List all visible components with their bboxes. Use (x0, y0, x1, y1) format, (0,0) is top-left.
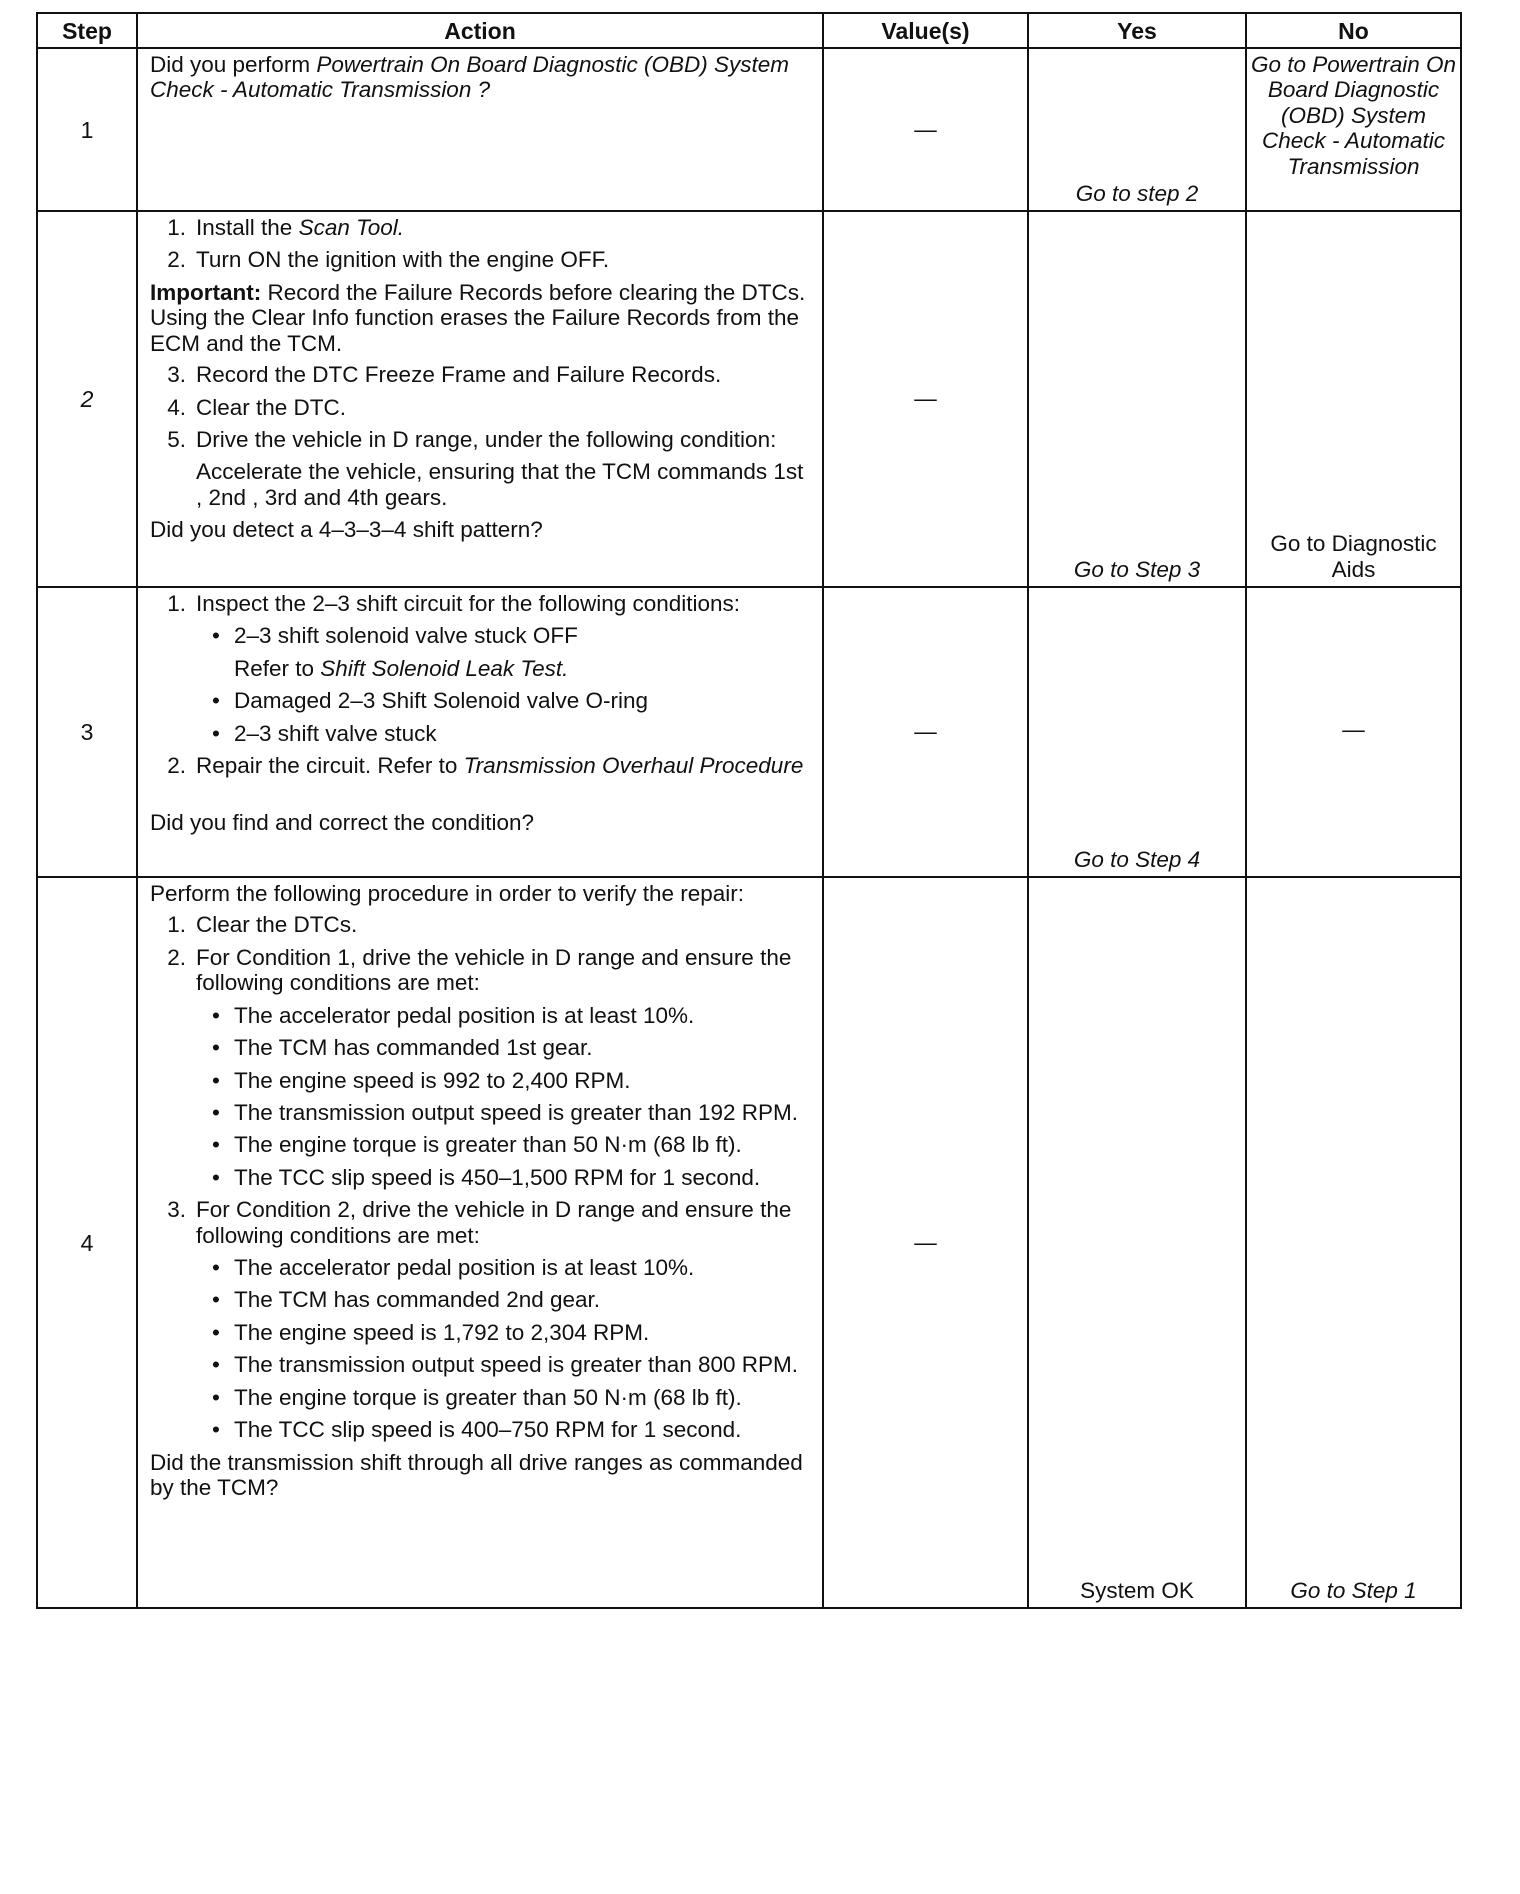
table-row-step-3 (37, 587, 1461, 877)
question-text: Did you perform Powertrain On Board Diagnostic (OBD) System Check - Automatic Transmission ? (150, 52, 789, 103)
yes-result: System OK (1080, 1577, 1194, 1603)
yes-cell (1028, 211, 1246, 587)
bullet-item: • The TCM has commanded 1st gear. (212, 1035, 593, 1061)
step-number: 2 (37, 211, 137, 587)
bullet-item: • The engine torque is greater than 50 N·m (68 lb ft). (212, 1384, 742, 1410)
table-row-step-2 (37, 211, 1461, 587)
list-item: 5. Drive the vehicle in D range, under the following condition: (167, 426, 777, 452)
bullet-item: • The TCC slip speed is 450–1,500 RPM for 1 second. (212, 1164, 761, 1190)
list-item: 3. For Condition 2, drive the vehicle in D range and ensure the following conditions are met: (167, 1197, 792, 1248)
action-cell (137, 211, 823, 587)
procedure-link[interactable]: Powertrain On Board Diagnostic (OBD) System Check - Automatic Transmission (150, 52, 789, 103)
diagnostic-table (36, 12, 1462, 1609)
bullet-item: • The TCC slip speed is 400–750 RPM for 1 second. (212, 1417, 742, 1443)
scan-tool-link[interactable]: Scan Tool. (298, 215, 405, 240)
table-row-step-1 (37, 48, 1461, 211)
value-cell: — (823, 587, 1028, 877)
yes-cell (1028, 48, 1246, 211)
list-item: 2. Repair the circuit. Refer to Transmission Overhaul Procedure (167, 753, 804, 779)
no-cell: — (1246, 587, 1461, 877)
bullet-item: • 2–3 shift valve stuck (212, 720, 437, 746)
list-item: 1. Inspect the 2–3 shift circuit for the following conditions: (167, 591, 741, 616)
header-yes: Yes (1028, 13, 1246, 48)
list-item: 1. Clear the DTCs. (167, 912, 358, 938)
list-item: 4. Clear the DTC. (167, 394, 347, 420)
no-cell (1246, 211, 1461, 587)
bullet-item: • The transmission output speed is greater than 192 RPM. (212, 1099, 799, 1125)
list-item: 2. For Condition 1, drive the vehicle in D range and ensure the following conditions are met: (167, 944, 792, 996)
action-cell (137, 587, 823, 877)
header-action: Action (137, 13, 823, 48)
list-item: 3. Record the DTC Freeze Frame and Failure Records. (167, 362, 722, 388)
bullet-item: • The engine speed is 1,792 to 2,304 RPM. (212, 1319, 650, 1345)
important-note: Important: Record the Failure Records before clearing the DTCs. Using the Clear Info function erases the Failure Records from the ECM and the TCM. (150, 279, 806, 356)
bullet-item: • The engine speed is 992 to 2,400 RPM. (212, 1067, 631, 1093)
step-number: 3 (37, 587, 137, 877)
bullet-item: • The TCM has commanded 2nd gear. (212, 1287, 601, 1313)
question-text: Did the transmission shift through all drive ranges as commanded by the TCM? (150, 1449, 803, 1501)
bullet-item: • The transmission output speed is greater than 800 RPM. (212, 1352, 799, 1378)
no-cell (1246, 48, 1461, 211)
condition-detail: Accelerate the vehicle, ensuring that the TCM commands 1st , 2nd , 3rd and 4th gears. (196, 459, 804, 510)
bullet-item: • The accelerator pedal position is at least 10%. (212, 1255, 695, 1281)
step-number: 1 (37, 48, 137, 211)
yes-link[interactable]: Go to Step 3 (1073, 556, 1201, 582)
value-cell (823, 48, 1028, 211)
intro-text: Perform the following procedure in order to verify the repair: (150, 881, 745, 906)
no-link[interactable]: Go to Powertrain On Board Diagnostic (OBD) System Check - Automatic Transmission (1250, 52, 1457, 179)
header-step: Step (37, 13, 137, 48)
step-number: 4 (37, 877, 137, 1608)
action-cell (137, 877, 823, 1608)
bullet-item: • The accelerator pedal position is at least 10%. (212, 1002, 695, 1028)
header-row (37, 13, 1461, 48)
action-cell (137, 48, 823, 211)
question-text: Did you find and correct the condition? (150, 809, 534, 835)
list-item: 1. Install the Scan Tool. (167, 215, 405, 240)
overhaul-procedure-link[interactable]: Transmission Overhaul Procedure (463, 753, 804, 779)
question-text: Did you detect a 4–3–3–4 shift pattern? (150, 517, 543, 543)
leak-test-link[interactable]: Shift Solenoid Leak Test. (320, 655, 569, 681)
value-cell: — (823, 877, 1028, 1608)
no-cell (1246, 877, 1461, 1608)
reference-text: Refer to Shift Solenoid Leak Test. (234, 655, 569, 681)
bullet-item: • Damaged 2–3 Shift Solenoid valve O-ring (212, 688, 648, 714)
bullet-item: • 2–3 shift solenoid valve stuck OFF (212, 623, 578, 649)
value-cell: — (823, 211, 1028, 587)
table-row-step-4 (37, 877, 1461, 1608)
list-item: 2. Turn ON the ignition with the engine OFF. (167, 247, 610, 273)
yes-cell (1028, 587, 1246, 877)
header-no: No (1246, 13, 1461, 48)
yes-cell (1028, 877, 1246, 1608)
yes-link[interactable]: Go to step 2 (1075, 180, 1199, 206)
header-values: Value(s) (823, 13, 1028, 48)
bullet-item: • The engine torque is greater than 50 N·m (68 lb ft). (212, 1132, 742, 1158)
no-link[interactable]: Go to Diagnostic Aids (1270, 531, 1437, 582)
no-link[interactable]: Go to Step 1 (1290, 1577, 1417, 1603)
value-dash: — (914, 116, 937, 142)
yes-link[interactable]: Go to Step 4 (1073, 846, 1201, 872)
